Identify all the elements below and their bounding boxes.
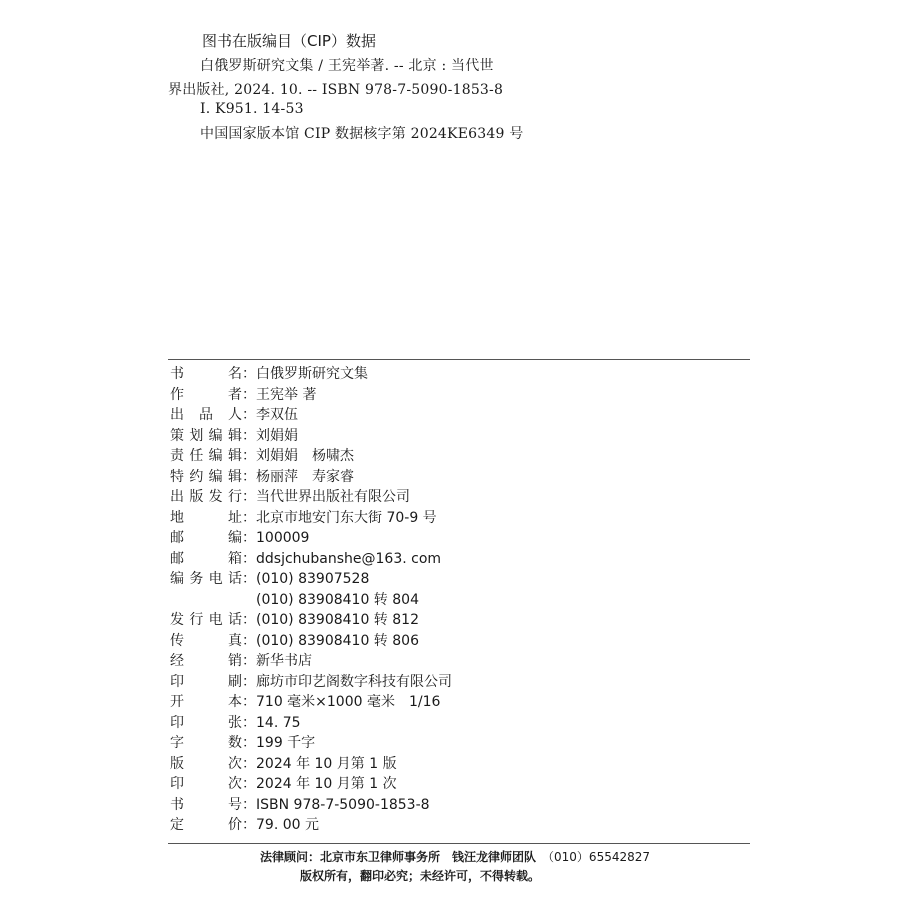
info-label: 开本: [170, 694, 242, 710]
info-label: 邮编: [170, 530, 242, 546]
info-label: 书号: [170, 796, 242, 813]
info-label: 邮箱: [170, 550, 242, 567]
info-value: ：刘娟娟: [242, 427, 298, 444]
info-value: ：ISBN 978-7-5090-1853-8: [242, 796, 430, 813]
info-label: 印张: [170, 714, 242, 731]
legal-counsel-line: [260, 848, 650, 865]
info-value: ：100009: [242, 530, 310, 546]
info-label: 责任编辑: [170, 448, 242, 464]
cip-title: 图书在版编目（CIP）数据: [202, 32, 376, 50]
info-value: ：199 千字: [242, 735, 316, 751]
info-label: 传真: [170, 632, 242, 649]
info-label: 出品人: [170, 407, 242, 423]
info-value: ：杨丽萍 寿家睿: [242, 468, 354, 485]
info-label: 字数: [170, 735, 242, 751]
info-label: 地址: [170, 509, 242, 526]
legal-counsel-phone: （010）65542827: [548, 850, 651, 864]
info-label: 经销: [170, 653, 242, 669]
info-label: 策划编辑: [170, 427, 242, 444]
bottom-divider: [168, 843, 750, 844]
info-value: ：北京市地安门东大街 70-9 号: [242, 509, 437, 526]
info-value: ：79. 00 元: [242, 817, 319, 833]
info-label: 版次: [170, 755, 242, 772]
info-label: 印刷: [170, 673, 242, 690]
rights-notice: 版权所有，翻印必究；未经许可，不得转载。: [300, 869, 541, 883]
cip-line-4: 中国国家版本馆 CIP 数据核字第 2024KE6349 号: [200, 126, 524, 142]
info-label: 印次: [170, 776, 242, 792]
info-value: ：2024 年 10 月第 1 版: [242, 755, 397, 772]
info-label: 定价: [170, 817, 242, 833]
info-label: 出版发行: [170, 489, 242, 505]
info-value: ：白俄罗斯研究文集: [242, 366, 368, 382]
info-value: ：(010) 83908410 转 812: [242, 612, 419, 628]
info-value: ：14. 75: [242, 714, 301, 731]
top-divider: [168, 359, 750, 360]
info-value: ：(010) 83908410 转 806: [242, 632, 419, 649]
cip-line-3: Ⅰ. K951. 14-53: [200, 101, 304, 117]
info-label: 书名: [170, 366, 242, 382]
info-value: ：(010) 83907528: [242, 571, 370, 587]
info-value: (010) 83908410 转 804: [242, 591, 419, 608]
cip-line-2: 界出版社, 2024. 10. -- ISBN 978-7-5090-1853-8: [168, 82, 504, 98]
info-value: ：ddsjchubanshe@163. com: [242, 550, 442, 567]
info-value: ：廊坊市印艺阁数字科技有限公司: [242, 673, 452, 690]
cip-line-1: 白俄罗斯研究文集 / 王宪举著. -- 北京 : 当代世: [200, 58, 494, 74]
info-value: ：2024 年 10 月第 1 次: [242, 776, 397, 792]
info-label: 作者: [170, 386, 242, 403]
info-label: 编务电话: [170, 571, 242, 587]
info-value: ：王宪举 著: [242, 386, 317, 403]
info-value: ：710 毫米×1000 毫米 1/16: [242, 694, 441, 710]
legal-counsel-label: 法律顾问：北京市东卫律师事务所 钱汪龙律师团队: [260, 850, 537, 864]
info-value: ：新华书店: [242, 653, 312, 669]
info-label: 发行电话: [170, 612, 242, 628]
info-value: ：刘娟娟 杨啸杰: [242, 448, 354, 464]
info-label: 特约编辑: [170, 468, 242, 485]
info-value: ：李双伍: [242, 407, 298, 423]
info-value: ：当代世界出版社有限公司: [242, 489, 410, 505]
